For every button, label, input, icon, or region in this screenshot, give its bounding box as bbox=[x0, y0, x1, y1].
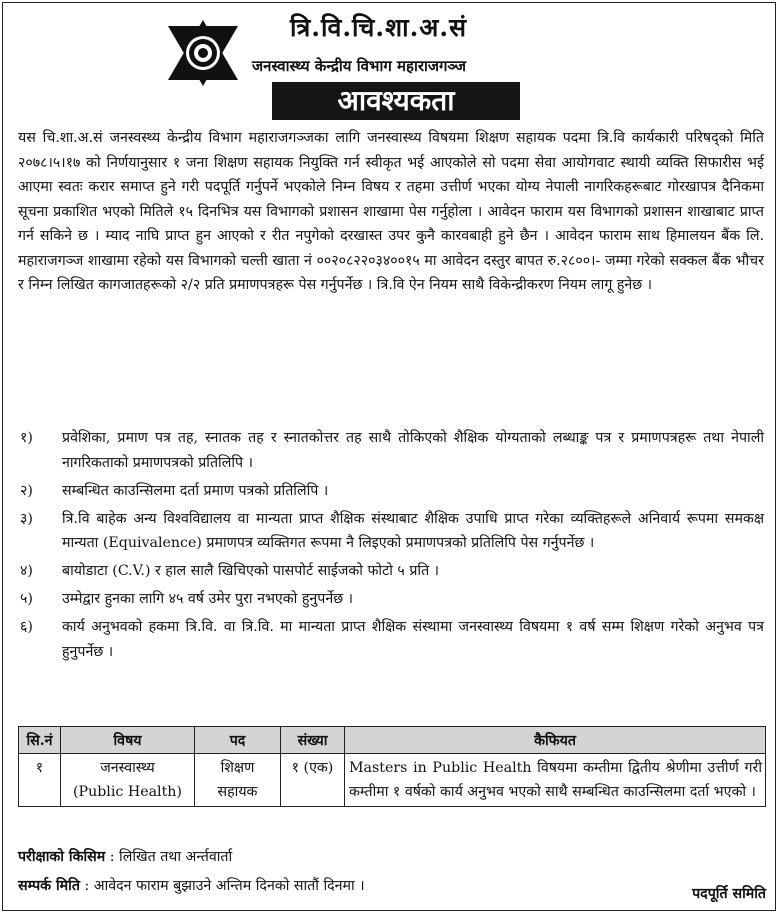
list-number: २) bbox=[20, 482, 33, 499]
list-item bbox=[18, 559, 764, 584]
column-header: कैफियत bbox=[345, 727, 766, 754]
post-cell bbox=[195, 754, 281, 807]
list-text: बायोडाटा (C.V.) र हाल सालै खिचिएको पासपोर्ट साईजको फोटो ५ प्रति । bbox=[62, 563, 440, 579]
remarks-cell: Masters in Public Health विषयमा कम्तीमा द्वितीय श्रेणीमा उत्तीर्ण गरी कम्तीमा १ वर्षको कार्य अनुभव भएको साथै सम्बन्धित काउन्सिलमा दर्ता भएको । bbox=[345, 754, 766, 807]
column-header: सि.नं bbox=[19, 727, 61, 754]
exam-type-line bbox=[18, 847, 232, 866]
notice-banner: आवश्यकता bbox=[272, 82, 520, 120]
list-item bbox=[18, 587, 764, 612]
column-header: पद bbox=[195, 727, 281, 754]
list-number: १) bbox=[20, 430, 33, 446]
count-cell: १ (एक) bbox=[281, 754, 345, 807]
contact-date-label: सम्पर्क मिति bbox=[18, 878, 80, 894]
serial-cell: १ bbox=[19, 754, 61, 807]
list-number: ५) bbox=[20, 591, 33, 607]
list-number: ३) bbox=[20, 510, 33, 527]
subject-english: (Public Health) bbox=[73, 784, 182, 800]
exam-type-value: : लिखित तथा अर्न्तवार्ता bbox=[109, 849, 233, 865]
department-name: जनस्वास्थ्य केन्द्रीय विभाग महाराजगञ्ज bbox=[252, 57, 467, 75]
subject-cell bbox=[61, 754, 195, 807]
column-header: विषय bbox=[61, 727, 195, 754]
notice-paragraph: यस चि.शा.अ.सं जनस्वस्थ्य केन्द्रीय विभाग महाराजगञ्जका लागि जनस्वास्थ्य विषयमा शिक्षण सहायक पदमा त्रि.वि कार्यकारी परिषद्को मिति २०७८।५।१७ को निर्णयानुसार १ जना शिक्षण सहायक नियुक्ति गर्न स्वीकृत भई आएकोले सो पदमा सेवा आयोगवाट स्थायी व्यक्ति सिफारीस भई आएमा स्वतः करार समाप्त हुने गरी पदपूर्ति गर्नुपर्ने भएकोले निम्न विषय र तहमा उत्तीर्ण भएका योग्य नेपाली नागरिकहरूबाट गोरखापत्र दैनिकमा सूचना प्रकाशित भएको मितिले १५ दिनभित्र यस विभागको प्रशासन शाखामा पेस गर्नुहोला । आवेदन फाराम यस विभागको प्रशासन शाखाबाट प्राप्त गर्न सकिने छ । म्याद नाघि प्राप्त हुन आएको र रीत नपुगेको दरखास्त उपर कुनै कारवबाही हुने छैन । आवेदन फाराम साथ हिमालयन बैंक लि. महाराजगञ्ज शाखामा रहेको यस विभागको चल्ती खाता नं ००२०८२२०३४००१५ मा आवेदन दस्तुर बापत रु.२८००।- जम्मा गरेको सक्कल बैंक भौचर र निम्न लिखित कागजातहरूको २/२ प्रति प्रमाणपत्रहरू पेस गर्नुपर्नेछ । त्रि.वि ऐन नियम साथै विकेन्द्रीकरण नियम लागू हुनेछ । bbox=[18, 130, 764, 293]
list-text: सम्बन्धित काउन्सिलमा दर्ता प्रमाण पत्रको प्रतिलिपि । bbox=[62, 482, 329, 499]
table-row bbox=[19, 754, 766, 807]
vacancy-table bbox=[18, 726, 766, 807]
list-item bbox=[18, 615, 764, 664]
list-number: ४) bbox=[20, 563, 33, 579]
org-title: त्रि.वि.चि.शा.अ.सं bbox=[290, 13, 467, 42]
contact-date-line bbox=[18, 876, 365, 895]
list-item bbox=[18, 507, 764, 556]
list-text: उम्मेद्वार हुनका लागि ४५ वर्ष उमेर पुरा नभएको हुनुपर्नेछ । bbox=[62, 591, 354, 607]
tribhuvan-university-logo-icon bbox=[166, 18, 240, 88]
requirements-list bbox=[18, 426, 764, 668]
list-number: ६) bbox=[20, 619, 33, 635]
post-line: सहायक bbox=[217, 784, 258, 800]
committee-signature: पदपूर्ति समिति bbox=[692, 886, 766, 902]
contact-date-value: : आवेदन फाराम बुझाउने अन्तिम दिनको सातौं दिनमा । bbox=[84, 878, 365, 894]
table-header-row bbox=[19, 727, 766, 754]
column-header: संख्या bbox=[281, 727, 345, 754]
post-line: शिक्षण bbox=[220, 760, 255, 776]
list-text: प्रवेशिका, प्रमाण पत्र तह, स्नातक तह र स्नातकोत्तर तह साथै तोकिएको शैक्षिक योग्यताको लब्धाङ्क पत्र र प्रमाणपत्रहरू तथा नेपाली नागरिकताको प्रमाणपत्रको प्रतिलिपि । bbox=[62, 430, 764, 471]
list-item bbox=[18, 479, 764, 504]
exam-type-label: परीक्षाको किसिम bbox=[18, 849, 106, 865]
list-text: कार्य अनुभवको हकमा त्रि.वि. वा त्रि.वि. मा मान्यता प्राप्त शैक्षिक संस्थामा जनस्वास्थ्य विषयमा १ वर्ष सम्म शिक्षण गरेको अनुभव पत्र हुनुपर्नेछ । bbox=[62, 619, 764, 660]
list-text: त्रि.वि बाहेक अन्य विश्वविद्यालय वा मान्यता प्राप्त शैक्षिक संस्थाबाट शैक्षिक उपाधि प्राप्त गरेका व्यक्तिहरूले अनिवार्य रूपमा समकक्ष मान्यता (Equivalence) प्रमाणपत्र व्यक्तिगत रूपमा नै लिइएको प्रमाणपत्रको प्रतिलिपि पेस गर्नुपर्नेछ । bbox=[62, 510, 764, 551]
list-item bbox=[18, 426, 764, 475]
subject-nepali: जनस्वास्थ्य bbox=[100, 760, 155, 776]
